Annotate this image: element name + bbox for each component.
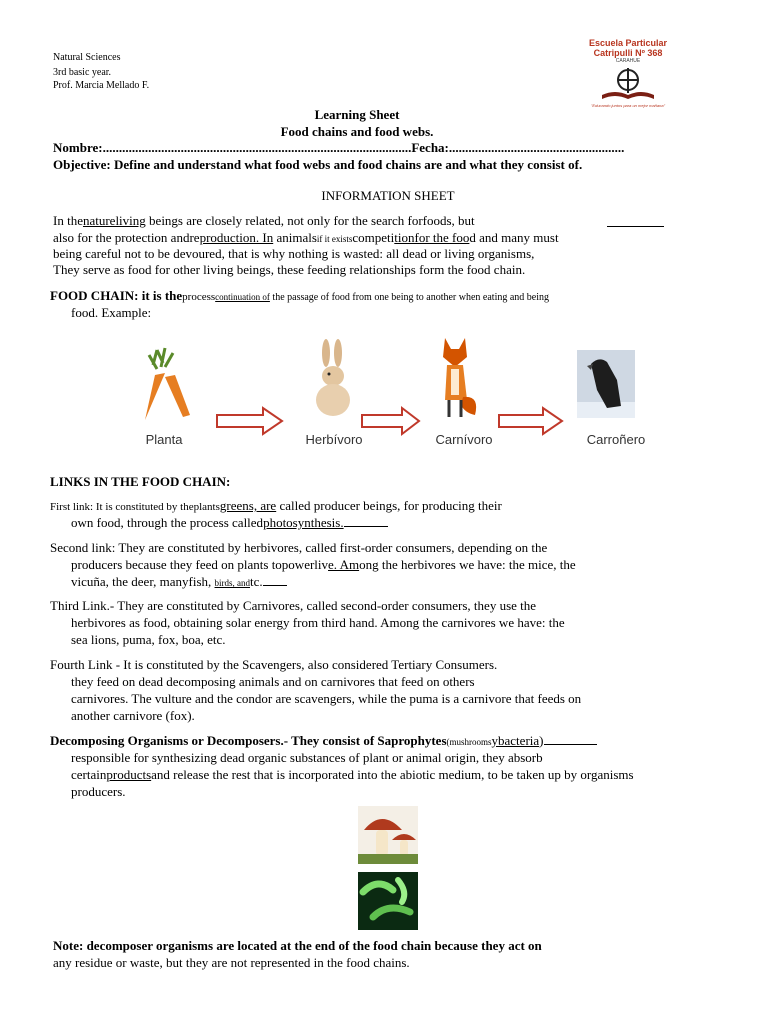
page-title: Learning Sheet [314, 107, 400, 122]
objective: Objective: Define and understand what food webs and food chains are and what they consist of. [53, 157, 583, 172]
fourth-link-line-2: they feed on dead decomposing animals and on carnivores that feed on others [71, 674, 475, 689]
logo-motto: "Educando juntos para un mejor mañana" [591, 103, 665, 108]
fourth-link-line-3: carnivores. The vulture and the condor are scavengers, while the puma is a carnivore that feeds on [71, 691, 582, 706]
decomposers-line-2: responsible for synthesizing dead organic substances of plant or animal origin, they absorb [71, 750, 543, 765]
intro-line-1: In thenatureliving beings are closely related, not only for the search forfoods, but [53, 213, 475, 228]
links-heading: LINKS IN THE FOOD CHAIN: [50, 474, 231, 489]
carrot-icon [135, 345, 195, 425]
decomposers: Decomposing Organisms or Decomposers.- They consist of Saprophytes(mushroomsybacteria) [50, 733, 597, 751]
fourth-link: Fourth Link - It is constituted by the Scavengers, also considered Tertiary Consumers. [50, 657, 498, 672]
second-link-line-3: vicuña, the deer, manyfish, birds, andtc. [71, 574, 287, 591]
blank-line [607, 226, 664, 227]
first-link: First link: It is constituted by theplantsgreens, are called producer beings, for producing their [50, 498, 502, 513]
page-subtitle: Food chains and food webs. [280, 124, 434, 139]
intro-line-4: They serve as food for other living beings, these feeding relationships form the food chain. [53, 262, 526, 277]
year-label: 3rd basic year. [53, 67, 112, 78]
vulture-icon [577, 350, 635, 418]
logo-place: CARAHUE [615, 58, 641, 64]
second-link-line-2: producers because they feed on plants topowerlive. Among the herbivores we have: the mice, the [71, 557, 576, 572]
third-link-line-2: herbivores as food, obtaining solar energy from third hand. Among the carnivores we have: the [71, 615, 565, 630]
decomposers-line-3: certainproductsand release the rest that is incorporated into the abiotic medium, to be taken up by organisms [71, 767, 634, 782]
third-link: Third Link.- They are constituted by Carnivores, called second-order consumers, they use the [50, 598, 537, 613]
chain-label-carnivore: Carnívoro [435, 432, 493, 447]
note-line-2: any residue or waste, but they are not represented in the food chains. [53, 955, 410, 970]
info-heading: INFORMATION SHEET [321, 188, 455, 203]
chain-label-herbivore: Herbívoro [305, 432, 363, 447]
fox-icon [435, 335, 480, 420]
book-cross-icon [598, 65, 658, 103]
bacteria-icon [358, 872, 418, 930]
mushroom-icon [358, 806, 418, 864]
third-link-line-3: sea lions, puma, fox, boa, etc. [71, 632, 226, 647]
logo-line2: Catripulli Nº 368 [593, 48, 663, 58]
teacher-label: Prof. Marcia Mellado F. [53, 80, 150, 91]
intro-line-2: also for the protection andreproduction. In animalsif it existscompetitionfor the food and many must [53, 230, 559, 245]
second-link: Second link: They are constituted by herbivores, called first-order consumers, depending on the [50, 540, 548, 555]
rabbit-icon [313, 338, 353, 418]
name-field[interactable]: Nombre:...............................................................................................Fecha:...................................................... [53, 140, 625, 155]
note-line-1: Note: decomposer organisms are located at the end of the food chain because they act on [53, 938, 542, 953]
food-chain-definition: FOOD CHAIN: it is theprocesscontinuation of the passage of food from one being to another when eating and being [50, 288, 550, 303]
logo-line1: Escuela Particular [588, 38, 668, 48]
food-example-label: food. Example: [71, 305, 152, 320]
intro-line-3: being careful not to be devoured, that is why nothing is wasted: all dead or living organisms, [53, 246, 535, 261]
date-field[interactable]: Fecha:...................................................... [411, 140, 625, 155]
fourth-link-line-4: another carnivore (fox). [71, 708, 195, 723]
chain-label-plant: Planta [145, 432, 183, 447]
decomposers-line-4: producers. [71, 784, 126, 799]
subject-label: Natural Sciences [53, 52, 121, 63]
first-link-line-2: own food, through the process calledphotosynthesis. [71, 515, 388, 531]
chain-label-scavenger: Carroñero [586, 432, 646, 447]
